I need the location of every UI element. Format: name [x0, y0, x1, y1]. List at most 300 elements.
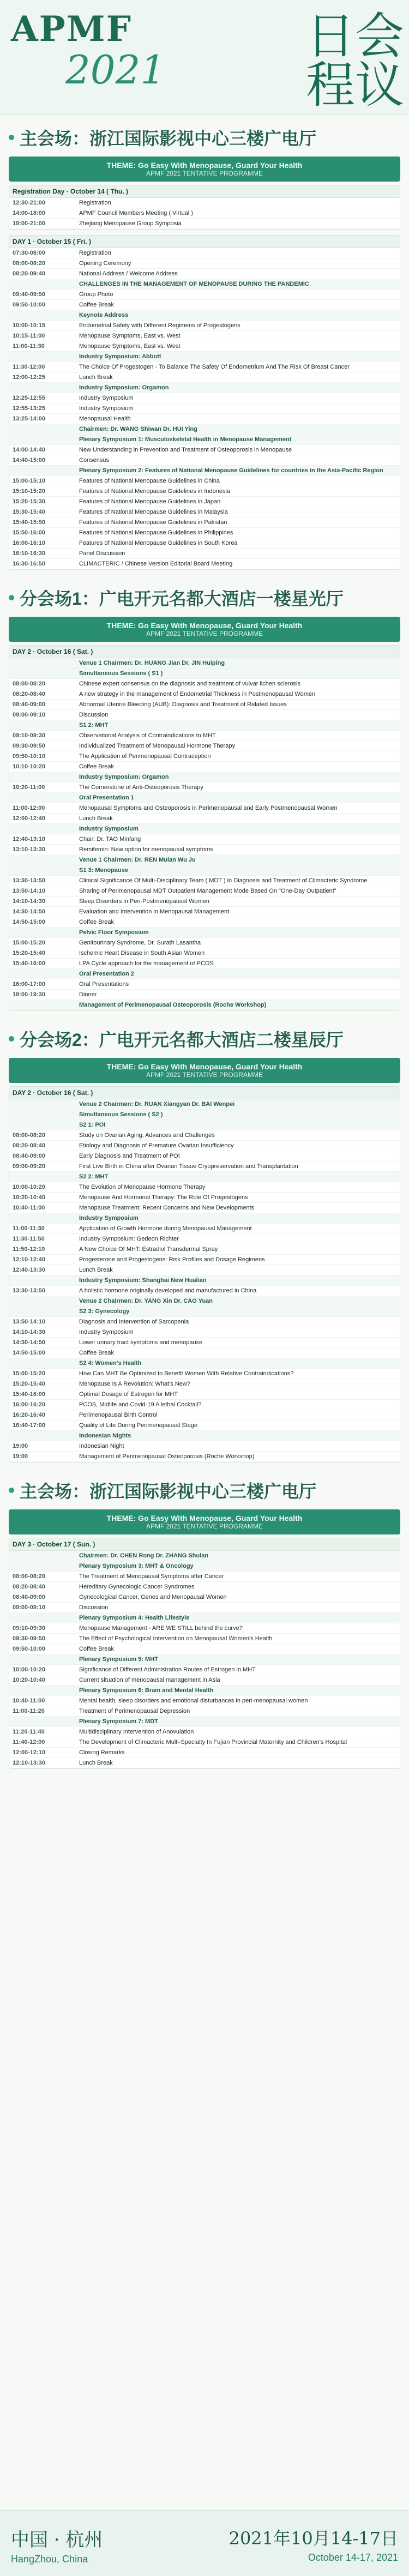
table-row [9, 435, 400, 445]
row-time: 08:40-09:00 [9, 1592, 76, 1603]
table-row [9, 528, 400, 538]
row-time: 15:40-16:00 [9, 1389, 76, 1400]
table-row [9, 1561, 400, 1572]
table-row [9, 1327, 400, 1338]
row-title: Features of National Menopause Guidelines in China [76, 476, 400, 486]
table-row [9, 669, 400, 679]
row-title: Features of National Menopause Guidelines in Pakistan [76, 517, 400, 528]
table-row [9, 658, 400, 669]
row-title: S2 3: Gynecology [76, 1307, 400, 1317]
table-row [9, 917, 400, 928]
table-row [9, 1000, 400, 1010]
row-time: 09:30-09:50 [9, 1634, 76, 1644]
row-title: Menopause And Hormonal Therapy: The Role Of Progestogens [76, 1193, 400, 1203]
row-time: 12:30-21:00 [9, 198, 76, 208]
table-row [9, 865, 400, 876]
row-title: Ischemic Heart Disease in South Asian Women [76, 948, 400, 959]
table-row [9, 1675, 400, 1686]
schedule-section [9, 185, 400, 230]
row-time: 12:10-13:30 [9, 1758, 76, 1768]
row-title: Plenary Symposium 7: MDT [76, 1717, 400, 1727]
row-title: Quality of Life During Perimenopausal Stage [76, 1421, 400, 1431]
row-time [9, 1431, 76, 1441]
header [0, 0, 409, 115]
row-time: 14:50-15:00 [9, 1348, 76, 1358]
row-time: 12:00-12:25 [9, 372, 76, 383]
row-title: Menopause Management - ARE WE STILL behind the curve? [76, 1623, 400, 1634]
row-title: PCOS, Midlife and Covid-19 A lethal Cocktail? [76, 1400, 400, 1410]
row-title: Industry Symposium [76, 1213, 400, 1224]
table-row [9, 1603, 400, 1613]
table-row [9, 1613, 400, 1623]
row-title: Features of National Menopause Guidelines in Indonesia [76, 486, 400, 497]
row-title: Abnormal Uterine Bleeding (AUB): Diagnosis and Treatment of Related Issues [76, 700, 400, 710]
table-row [9, 1441, 400, 1452]
table-row [9, 1452, 400, 1462]
table-row [9, 928, 400, 938]
table-row [9, 803, 400, 814]
table-row [9, 1758, 400, 1768]
row-time: 15:00-15:20 [9, 1369, 76, 1379]
row-time: 19:00 [9, 1441, 76, 1452]
table-row [9, 507, 400, 517]
row-title: Chair: Dr. TAO Minfang [76, 834, 400, 845]
row-time: 11:00-11:20 [9, 1706, 76, 1717]
table-row [9, 1706, 400, 1717]
footer-date [229, 2525, 398, 2563]
row-title: Chairmen: Dr. CHEN Rong Dr. ZHANG Shulan [76, 1551, 400, 1561]
table-row [9, 341, 400, 352]
venue-title-0 [9, 123, 400, 152]
row-title: Industry Symposium [76, 1327, 400, 1338]
row-time: 14:50-15:00 [9, 917, 76, 928]
spacer [0, 570, 409, 575]
table-row [9, 198, 400, 208]
row-time: 10:20-10:40 [9, 1193, 76, 1203]
venue-title-text: 分会场1：广电开元名都大酒店一楼星光厅 [20, 589, 344, 609]
row-time: 09:50-10:00 [9, 300, 76, 310]
row-title: Chairmen: Dr. WANG Shiwan Dr. HUI Ying [76, 424, 400, 435]
date-cn: 2021年10月14-17日 [228, 2528, 398, 2549]
row-title: Study on Ovarian Aging, Advances and Challenges [76, 1130, 400, 1141]
table-row [9, 1369, 400, 1379]
row-time [9, 1307, 76, 1317]
row-title: Gynecological Cancer, Genes and Menopausal Women [76, 1592, 400, 1603]
row-title: Multidisciplinary Intervention of Anovulation [76, 1727, 400, 1737]
table-row [9, 258, 400, 269]
row-time: 13:50-14:10 [9, 1317, 76, 1327]
table-row [9, 1748, 400, 1758]
row-title: Optimal Dosage of Estrogen for MHT [76, 1389, 400, 1400]
row-time: 14:00-14:40 [9, 445, 76, 455]
row-time: 09:50-10:00 [9, 1644, 76, 1654]
table-row [9, 300, 400, 310]
row-title: Plenary Symposium 2: Features of National Menopause Guidelines for countries in the Asia-Pacific Region [76, 466, 400, 476]
schedule-title: 会议日程 [297, 10, 404, 108]
theme-banner [9, 617, 400, 642]
schedule-section [9, 1538, 400, 1769]
banner-line1: THEME: Go Easy With Menopause, Guard Your Health [106, 1514, 303, 1522]
spacer [0, 1769, 409, 1774]
row-time: 11:20-11:40 [9, 1727, 76, 1737]
table-row [9, 1410, 400, 1421]
table-row [9, 1348, 400, 1358]
table-row [9, 424, 400, 435]
row-title: Coffee Break [76, 762, 400, 772]
row-title: Sharing of Perimenopausal MDT Outpatient Management Mode Based On "One-Day Outpatient" [76, 886, 400, 896]
row-title: Management of Perimenopausal Osteoporosis (Roche Workshop) [76, 1452, 400, 1462]
row-title: Industry Symposium: Orgamon [76, 772, 400, 783]
row-time: 08:00-08:20 [9, 258, 76, 269]
table-row [9, 1717, 400, 1727]
row-time: 11:00-11:30 [9, 1224, 76, 1234]
row-title: Closing Remarks [76, 1748, 400, 1758]
row-time: 08:00-08:20 [9, 679, 76, 689]
row-title: Discussion [76, 1603, 400, 1613]
row-time: 08:20-08:40 [9, 1582, 76, 1592]
row-time: 09:50-10:10 [9, 751, 76, 762]
row-time: 14:30-14:50 [9, 907, 76, 917]
row-title: Venue 2 Chairmen: Dr. RUAN Xiangyan Dr. BAI Wenpei [76, 1099, 400, 1110]
table-row [9, 855, 400, 865]
venue-title-text: 分会场2：广电开元名都大酒店二楼星辰厅 [20, 1030, 344, 1050]
row-title: Perimenopausal Birth Control [76, 1410, 400, 1421]
table-row [9, 269, 400, 279]
row-time [9, 1654, 76, 1665]
row-title: S2 4: Women's Health [76, 1358, 400, 1369]
table-row [9, 896, 400, 907]
brand-year: 2021 [65, 47, 166, 93]
row-title: Industry Symposium: Abbott [76, 352, 400, 362]
table-row [9, 248, 400, 258]
table-row [9, 538, 400, 549]
row-title: Menopausal Symptoms and Osteoporosis in Perimenopausal and Early Postmenopausal Women [76, 803, 400, 814]
row-title: A holistic hormone originally developed and manufactured in China [76, 1286, 400, 1296]
table-row [9, 845, 400, 855]
row-title: Coffee Break [76, 1348, 400, 1358]
row-time: 11:30-11:50 [9, 1234, 76, 1244]
table-row [9, 1551, 400, 1561]
row-time: 10:00-10:15 [9, 321, 76, 331]
row-title: Lower urinary tract symptoms and menopause [76, 1338, 400, 1348]
table-row [9, 700, 400, 710]
banner-line2: APMF 2021 TENTATIVE PROGRAMME [146, 1071, 263, 1079]
venue-dot-icon [9, 1488, 14, 1493]
row-title: Lunch Break [76, 372, 400, 383]
table-row [9, 486, 400, 497]
row-title: Coffee Break [76, 1644, 400, 1654]
row-time: 15:20-15:30 [9, 497, 76, 507]
row-title: Menopause Symptoms, East vs. West [76, 341, 400, 352]
row-title: Industry Symposium: Gedeon Richter [76, 1234, 400, 1244]
table-row [9, 751, 400, 762]
row-title: Plenary Symposium 4: Health Lifestyle [76, 1613, 400, 1623]
row-time: 11:00-12:00 [9, 803, 76, 814]
row-time [9, 865, 76, 876]
schedule-table [9, 248, 400, 569]
row-title: Panel Discussion [76, 549, 400, 559]
row-time: 16:30-16:50 [9, 559, 76, 569]
banner-line2: APMF 2021 TENTATIVE PROGRAMME [146, 1522, 263, 1530]
row-time: 08:20-08:40 [9, 689, 76, 700]
row-time [9, 1358, 76, 1369]
table-row [9, 466, 400, 476]
row-title: Menopause Treatment: Recent Concerns and New Developments [76, 1203, 400, 1213]
table-row [9, 383, 400, 393]
row-title: A new strategy in the management of Endometrial Thickness in Postmenopausal Women [76, 689, 400, 700]
row-time: 13:50-14:10 [9, 886, 76, 896]
row-title: Plenary Symposium 3: MHT & Oncology [76, 1561, 400, 1572]
row-time: 13:30-13:50 [9, 876, 76, 886]
table-row [9, 1130, 400, 1141]
row-title: Chinese expert consensus on the diagnosis and treatment of vulvar lichen sclerosis [76, 679, 400, 689]
table-row [9, 1307, 400, 1317]
venue-dot-icon [9, 135, 14, 140]
venue-dot-icon [9, 1036, 14, 1042]
table-row [9, 497, 400, 507]
banner-line1: THEME: Go Easy With Menopause, Guard Your Health [106, 161, 303, 170]
row-time [9, 1686, 76, 1696]
table-row [9, 331, 400, 341]
row-time: 19:00-21:00 [9, 219, 76, 229]
row-time: 09:00-09:10 [9, 710, 76, 720]
row-title: The Choice Of Progestogen - To Balance The Safety Of Endometrium And The Risk Of Breast Cancer [76, 362, 400, 372]
table-row [9, 824, 400, 834]
table-row [9, 959, 400, 969]
row-time [9, 720, 76, 731]
section-heading: DAY 3 · October 17 ( Sun. ) [9, 1538, 400, 1551]
row-time [9, 1296, 76, 1307]
row-time: 09:30-09:50 [9, 741, 76, 751]
row-title: Venue 2 Chairmen: Dr. YANG Xin Dr. CAO Yuan [76, 1296, 400, 1307]
table-row [9, 948, 400, 959]
venue-title-text: 主会场：浙江国际影视中心三楼广电厅 [20, 1482, 317, 1501]
row-time [9, 793, 76, 803]
table-row [9, 290, 400, 300]
row-title: Oral Presentations [76, 979, 400, 990]
row-time: 12:25-12:55 [9, 393, 76, 404]
table-row [9, 1737, 400, 1748]
schedule-table [9, 658, 400, 1010]
table-row [9, 689, 400, 700]
row-title: New Understanding in Prevention and Treatment of Osteoporosis in Menopause [76, 445, 400, 455]
row-time: 11:40-12:00 [9, 1737, 76, 1748]
section-heading: Registration Day · October 14 ( Thu. ) [9, 185, 400, 198]
row-time: 15:00-15:10 [9, 476, 76, 486]
row-title: Pelvic Floor Symposium [76, 928, 400, 938]
row-title: Remifemin: New option for menopausal symptoms [76, 845, 400, 855]
table-row [9, 1182, 400, 1193]
location-cn: 中国 · 杭州 [11, 2529, 103, 2551]
spacer [0, 1011, 409, 1016]
row-title: Features of National Menopause Guidelines in Malaysia [76, 507, 400, 517]
row-time: 11:00-11:30 [9, 341, 76, 352]
row-time: 14:30-14:50 [9, 1338, 76, 1348]
row-title: Diagnosis and Intervention of Sarcopenia [76, 1317, 400, 1327]
table-row [9, 731, 400, 741]
table-row [9, 1275, 400, 1286]
theme-banner [9, 1058, 400, 1083]
schedule-table [9, 198, 400, 229]
row-time [9, 424, 76, 435]
table-row [9, 783, 400, 793]
row-time: 09:00-09:10 [9, 1603, 76, 1613]
row-title: Industry Symposium [76, 404, 400, 414]
row-title: S2 2: MHT [76, 1172, 400, 1182]
table-row [9, 1151, 400, 1161]
row-title: S1 3: Menopause [76, 865, 400, 876]
table-row [9, 969, 400, 979]
row-time [9, 855, 76, 865]
table-row [9, 414, 400, 424]
row-title: Current situation of menopausal management in Asia [76, 1675, 400, 1686]
table-row [9, 1213, 400, 1224]
table-row [9, 1400, 400, 1410]
row-title: Discussion [76, 710, 400, 720]
row-time: 08:20-08:40 [9, 1141, 76, 1151]
table-row [9, 445, 400, 455]
row-title: The Cornerstone of Anti-Osteoporosis Therapy [76, 783, 400, 793]
row-title: Oral Presentation 2 [76, 969, 400, 979]
table-row [9, 834, 400, 845]
row-title: Plenary Symposium 1: Musculoskeletal Health in Menopause Management [76, 435, 400, 445]
row-time [9, 383, 76, 393]
venue-title-1 [9, 583, 400, 612]
row-time [9, 435, 76, 445]
row-time: 10:20-10:40 [9, 1675, 76, 1686]
table-row [9, 1161, 400, 1172]
row-title: Industry Symposium [76, 824, 400, 834]
row-time: 13:30-13:50 [9, 1286, 76, 1296]
row-title: Consensus [76, 455, 400, 466]
venue-title-2 [9, 1024, 400, 1054]
table-row [9, 938, 400, 948]
row-title: APMF Council Members Meeting ( Virtual ) [76, 208, 400, 219]
row-time: 11:50-12:10 [9, 1244, 76, 1255]
row-time: 10:10-10:20 [9, 762, 76, 772]
table-row [9, 219, 400, 229]
row-title: National Address / Welcome Address [76, 269, 400, 279]
row-title: Plenary Symposium 6: Brain and Mental Health [76, 1686, 400, 1696]
table-row [9, 1727, 400, 1737]
row-time: 12:00-12:40 [9, 814, 76, 824]
row-time [9, 928, 76, 938]
row-time: 12:40-13:10 [9, 834, 76, 845]
row-time [9, 669, 76, 679]
row-title: Endometrial Safety with Different Regimens of Progestogens [76, 321, 400, 331]
table-row [9, 1172, 400, 1182]
table-row [9, 1686, 400, 1696]
row-time: 10:15-11:00 [9, 331, 76, 341]
venue-title-text: 主会场：浙江国际影视中心三楼广电厅 [20, 129, 317, 148]
schedule-section [9, 235, 400, 570]
row-time: 10:40-11:00 [9, 1203, 76, 1213]
row-time: 08:40-09:00 [9, 1151, 76, 1161]
row-time [9, 1551, 76, 1561]
row-time: 13:25-14:00 [9, 414, 76, 424]
row-title: Plenary Symposium 5: MHT [76, 1654, 400, 1665]
row-title: Indonesian Nights [76, 1431, 400, 1441]
row-title: A New Choice Of MHT: Estradiol Transdermal Spray [76, 1244, 400, 1255]
row-title: Early Diagnosis and Treatment of POI [76, 1151, 400, 1161]
table-row [9, 1592, 400, 1603]
date-en: October 14-17, 2021 [308, 2552, 398, 2563]
row-time: 19:00 [9, 1452, 76, 1462]
table-row [9, 1265, 400, 1275]
row-time: 10:20-11:00 [9, 783, 76, 793]
row-title: Mental health, sleep disorders and emotional disturbances in peri-menopausal women [76, 1696, 400, 1706]
row-time: 10:40-11:00 [9, 1696, 76, 1706]
table-row [9, 393, 400, 404]
table-row [9, 404, 400, 414]
table-row [9, 321, 400, 331]
table-row [9, 886, 400, 896]
row-time: 10:00-10:20 [9, 1182, 76, 1193]
row-title: Oral Presentation 1 [76, 793, 400, 803]
row-time: 08:00-08:20 [9, 1572, 76, 1582]
row-title: Registration [76, 198, 400, 208]
section-heading: DAY 1 · October 15 ( Fri. ) [9, 236, 400, 248]
row-title: Menopause Symptoms, East vs. West [76, 331, 400, 341]
row-time: 07:30-08:00 [9, 248, 76, 258]
row-title: S1 2: MHT [76, 720, 400, 731]
schedule-table [9, 1551, 400, 1768]
row-time [9, 1000, 76, 1010]
row-time [9, 1717, 76, 1727]
table-row [9, 1193, 400, 1203]
row-title: Menopause Is A Revolution: What's New? [76, 1379, 400, 1389]
row-time [9, 772, 76, 783]
row-title: Indonesian Night [76, 1441, 400, 1452]
row-time: 09:00-09:20 [9, 1161, 76, 1172]
row-title: Features of National Menopause Guidelines in South Korea [76, 538, 400, 549]
row-time: 08:40-09:00 [9, 700, 76, 710]
table-row [9, 990, 400, 1000]
row-time: 16:00-17:00 [9, 979, 76, 990]
table-row [9, 1389, 400, 1400]
row-title: Sleep Disorders in Peri-Postmenopausal Women [76, 896, 400, 907]
schedule-section [9, 1086, 400, 1462]
row-title: Clinical Significance Of Multi-Disciplinary Team ( MDT ) in Diagnosis and Treatment of Climacteric Syndrome [76, 876, 400, 886]
row-time: 16:00-16:10 [9, 538, 76, 549]
schedule-section [9, 645, 400, 1011]
table-row [9, 279, 400, 290]
banner-line2: APMF 2021 TENTATIVE PROGRAMME [146, 170, 263, 177]
table-row [9, 455, 400, 466]
row-time: 15:50-16:00 [9, 528, 76, 538]
table-row [9, 559, 400, 569]
row-title: Industry Symposium: Orgamon [76, 383, 400, 393]
banner-line1: THEME: Go Easy With Menopause, Guard Your Health [106, 621, 303, 630]
table-row [9, 907, 400, 917]
row-title: Treatment of Perimenopausal Depression [76, 1706, 400, 1717]
row-time [9, 1099, 76, 1110]
row-time: 09:10-09:30 [9, 731, 76, 741]
table-row [9, 1110, 400, 1120]
row-title: CHALLENGES IN THE MANAGEMENT OF MENOPAUSE DURING THE PANDEMIC [76, 279, 400, 290]
row-title: The Development of Climacteric Multi-Specialty In Fujian Provincial Maternity and Children's Hospital [76, 1737, 400, 1748]
table-row [9, 1379, 400, 1389]
row-title: Significance of Different Administration Routes of Estrogen in MHT [76, 1665, 400, 1675]
footer [0, 2510, 409, 2576]
row-time [9, 824, 76, 834]
row-title: Coffee Break [76, 300, 400, 310]
table-row [9, 1358, 400, 1369]
row-time: 15:10-15:20 [9, 486, 76, 497]
table-row [9, 1120, 400, 1130]
table-row [9, 352, 400, 362]
row-time: 14:40-15:00 [9, 455, 76, 466]
